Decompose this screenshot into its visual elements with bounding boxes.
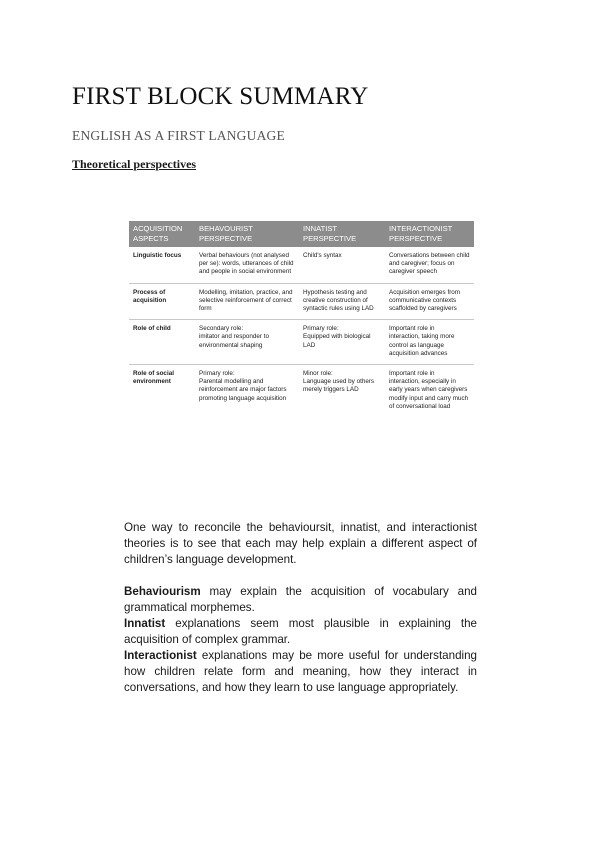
perspectives-table bbox=[129, 221, 474, 417]
cell-text: imitator and responder to environmental shaping bbox=[199, 333, 270, 349]
cell-label: Important role in bbox=[389, 325, 435, 333]
cell-text: interaction, especially in early years when caregivers modify input and carry much of conversational load bbox=[389, 378, 469, 410]
table-row bbox=[129, 365, 474, 418]
summary-body bbox=[124, 520, 477, 696]
row-aspect: Role of social environment bbox=[129, 365, 195, 418]
cell-label: Primary role: bbox=[303, 325, 339, 333]
cell-text: Equipped with biological LAD bbox=[303, 333, 371, 349]
cell-behaviourist bbox=[195, 320, 299, 365]
cell-interactionist bbox=[385, 365, 474, 418]
page-title: FIRST BLOCK SUMMARY bbox=[72, 83, 369, 110]
cell-interactionist: Acquisition emerges from communicative contexts scaffolded by caregivers bbox=[385, 283, 474, 320]
row-aspect: Linguistic focus bbox=[133, 252, 182, 259]
perspectives-table-image bbox=[129, 221, 474, 436]
cell-label: Primary role: bbox=[199, 370, 235, 378]
table-row bbox=[129, 283, 474, 320]
cell-label: Secondary role: bbox=[199, 325, 244, 333]
row-aspect: Process of acquisition bbox=[129, 283, 195, 320]
interactionist-text: explanations may be more useful for understanding how children relate form and meaning, how they interact in conversations, and how they learn to use language appropriately. bbox=[124, 649, 477, 694]
section-heading: Theoretical perspectives bbox=[72, 157, 197, 171]
behaviourism-paragraph bbox=[124, 584, 477, 616]
innatist-text: explanations seem most plausible in explaining the acquisition of complex grammar. bbox=[124, 617, 477, 646]
innatist-paragraph bbox=[124, 616, 477, 648]
cell-innatist: Hypothesis testing and creative construction of syntactic rules using LAD bbox=[299, 283, 385, 320]
cell-text: interaction, taking more control as language acquisition advances bbox=[389, 333, 455, 357]
header-innatist: INNATIST PERSPECTIVE bbox=[299, 221, 385, 247]
cell-innatist bbox=[299, 320, 385, 365]
cell-text: Language used by others merely triggers LAD bbox=[303, 378, 375, 394]
cell-interactionist: Conversations between child and caregiver; focus on caregiver speech bbox=[389, 252, 470, 276]
header-interactionist: INTERACTIONIST PERSPECTIVE bbox=[385, 221, 474, 247]
interactionist-term: Interactionist bbox=[124, 649, 197, 662]
cell-label: Important role in bbox=[389, 370, 435, 378]
cell-behaviourist: Modelling, imitation, practice, and selective reinforcement of correct form bbox=[195, 283, 299, 320]
cell-behaviourist: Verbal behaviours (not analysed per se): words, utterances of child and people in social environment bbox=[199, 252, 294, 276]
cell-innatist bbox=[299, 365, 385, 418]
cell-label: Minor role: bbox=[303, 370, 333, 378]
table-row bbox=[129, 247, 474, 283]
table-row bbox=[129, 320, 474, 365]
behaviourism-term: Behaviourism bbox=[124, 585, 201, 598]
page-subtitle: ENGLISH AS A FIRST LANGUAGE bbox=[72, 128, 285, 143]
cell-text: Parental modelling and reinforcement are major factors promoting language acquisition bbox=[199, 378, 287, 402]
header-acquisition-aspects: ACQUISITION ASPECTS bbox=[129, 221, 195, 247]
row-aspect: Role of child bbox=[129, 320, 195, 365]
table-header-row bbox=[129, 221, 474, 247]
interactionist-paragraph bbox=[124, 648, 477, 696]
intro-paragraph: One way to reconcile the behavioursit, innatist, and interactionist theories is to see that each may help explain a different aspect of children’s language development. bbox=[124, 521, 477, 566]
paragraph-gap bbox=[124, 568, 477, 584]
behaviourism-text: may explain the acquisition of vocabulary and grammatical morphemes. bbox=[124, 585, 477, 614]
cell-behaviourist bbox=[195, 365, 299, 418]
innatist-term: Innatist bbox=[124, 617, 166, 630]
cell-interactionist bbox=[385, 320, 474, 365]
cell-innatist: Child's syntax bbox=[303, 252, 342, 259]
header-behaviourist: BEHAVOURIST PERSPECTIVE bbox=[195, 221, 299, 247]
